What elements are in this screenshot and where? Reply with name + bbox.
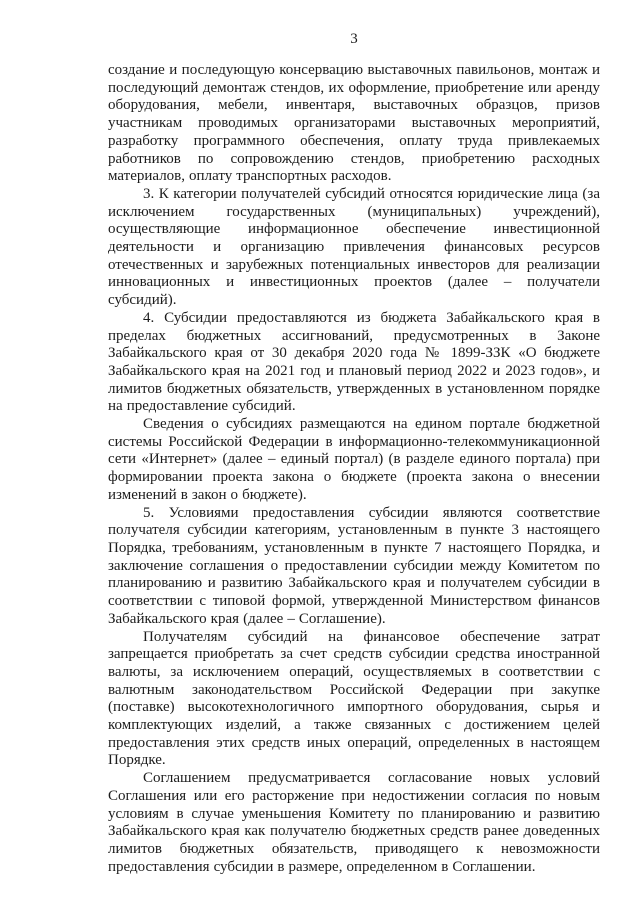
paragraph-poluchatelyam: Получателям субсидий на финансовое обеспечение затрат запрещается приобретать за счет средств субсидии средства иностранной валюты, за исключением операций, осуществляемых в соответствии с валютным законодательством Российской Федерации при закупке (поставке) высокотехнологичного импортного оборудования, сырья и комплектующих изделий, а также связанных с достижением целей предоставления этих средств иных операций, определенных в настоящем Порядке. bbox=[108, 628, 600, 769]
paragraph-svedeniya: Сведения о субсидиях размещаются на едином портале бюджетной системы Российской Федерации в информационно-телекоммуникационной сети «Интернет» (далее – единый портал) (в разделе единого портала) при формировании проекта закона о бюджете (проекта закона о внесении изменений в закон о бюджете). bbox=[108, 416, 600, 503]
paragraph-item-4: 4. Субсидии предоставляются из бюджета Забайкальского края в пределах бюджетных ассигнований, предусмотренных в Законе Забайкальского края от 30 декабря 2020 года № 1899-ЗЗК «О бюджете Забайкальского края на 2021 год и плановый период 2022 и 2023 годов», и лимитов бюджетных обязательств, утвержденных в установленном порядке на предоставление субсидий. bbox=[108, 309, 600, 415]
page-number: 3 bbox=[350, 31, 358, 47]
document-body bbox=[108, 62, 600, 876]
paragraph-item-5: 5. Условиями предоставления субсидии являются соответствие получателя субсидии категориям, установленным в пункте 3 настоящего Порядка, требованиям, установленным в пункте 7 настоящего Порядка, и заключение соглашения о предоставлении субсидии между Комитетом по планированию и развитию Забайкальского края и получателем субсидии в соответствии с типовой формой, утвержденной Министерством финансов Забайкальского края (далее – Соглашение). bbox=[108, 504, 600, 627]
paragraph-continuation: создание и последующую консервацию выставочных павильонов, монтаж и последующий демонтаж стендов, их оформление, приобретение или аренду оборудования, мебели, инвентаря, выставочных образцов, призов участникам проводимых организаторами выставочных мероприятий, разработку программного обеспечения, оплату труда привлекаемых работников по сопровождению стендов, приобретению расходных материалов, оплату транспортных расходов. bbox=[108, 62, 600, 185]
paragraph-item-3: 3. К категории получателей субсидий относятся юридические лица (за исключением государственных (муниципальных) учреждений), осуществляющие информационное обеспечение инвестиционной деятельности и организацию привлечения финансовых ресурсов отечественных и зарубежных потенциальных инвесторов для реализации инновационных и инвестиционных проектов (далее – получатели субсидий). bbox=[108, 185, 600, 309]
paragraph-soglasheniem: Соглашением предусматривается согласование новых условий Соглашения или его расторжение при недостижении согласия по новым условиям в случае уменьшения Комитету по планированию и развитию Забайкальского края как получателю бюджетных средств ранее доведенных лимитов бюджетных обязательств, приводящего к невозможности предоставления субсидии в размере, определенном в Соглашении. bbox=[108, 770, 600, 875]
